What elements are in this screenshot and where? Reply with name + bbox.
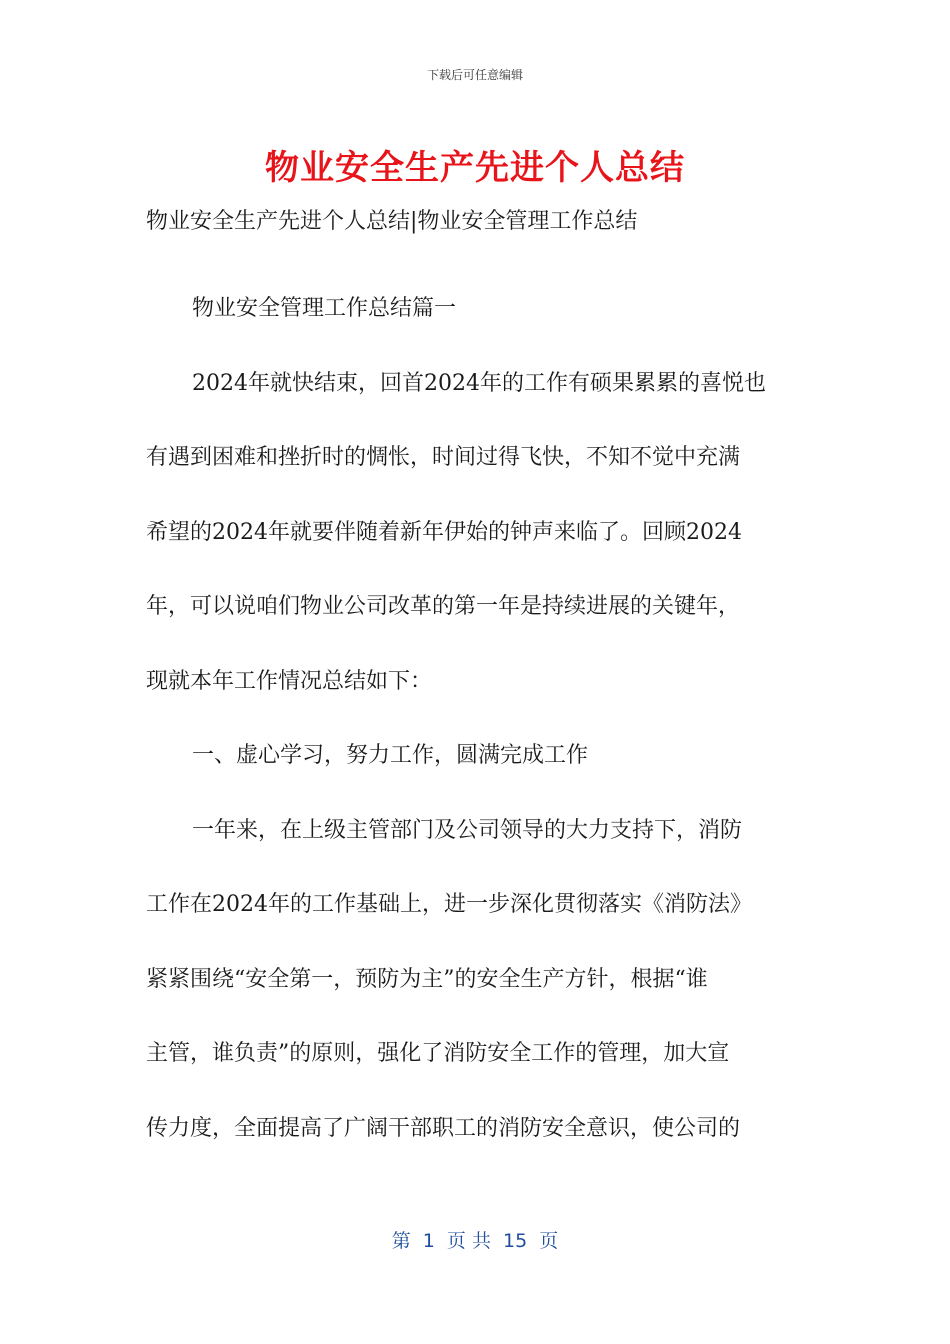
paragraph-line: 传力度，全面提高了广阔干部职工的消防安全意识，使公司的	[146, 1115, 741, 1141]
paragraph-line: 希望的2024年就要伴随着新年伊始的钟声来临了。回顾2024	[146, 519, 742, 545]
paragraph-intro	[146, 347, 806, 720]
document-subtitle: 物业安全生产先进个人总结|物业安全管理工作总结	[146, 209, 638, 234]
section-heading: 物业安全管理工作总结篇一	[192, 296, 457, 321]
paragraph-line: 年，可以说咱们物业公司改革的第一年是持续进展的关键年，	[146, 594, 741, 619]
subheading: 一、虚心学习，努力工作，圆满完成工作	[192, 743, 589, 768]
header-note: 下载后可任意编辑	[426, 68, 523, 82]
page-number-footer: 第 1 页 共 15 页	[391, 1230, 559, 1252]
paragraph-line: 2024年就快结束，回首2024年的工作有硕果累累的喜悦也	[192, 370, 766, 396]
paragraph-line: 有遇到困难和挫折时的惆怅，时间过得飞快，不知不觉中充满	[146, 445, 741, 470]
document-title: 物业安全生产先进个人总结	[265, 148, 685, 188]
paragraph-line: 主管，谁负责”的原则，强化了消防安全工作的管理，加大宣	[146, 1041, 730, 1066]
paragraph-line: 现就本年工作情况总结如下：	[146, 668, 433, 694]
paragraph-fire-safety	[146, 794, 806, 1167]
paragraph-line: 紧紧围绕“安全第一，预防为主”的安全生产方针，根据“谁	[146, 966, 708, 992]
paragraph-line: 工作在2024年的工作基础上，进一步深化贯彻落实《消防法》	[146, 892, 752, 917]
paragraph-line: 一年来，在上级主管部门及公司领导的大力支持下，消防	[192, 817, 743, 843]
document-body	[146, 272, 806, 1166]
